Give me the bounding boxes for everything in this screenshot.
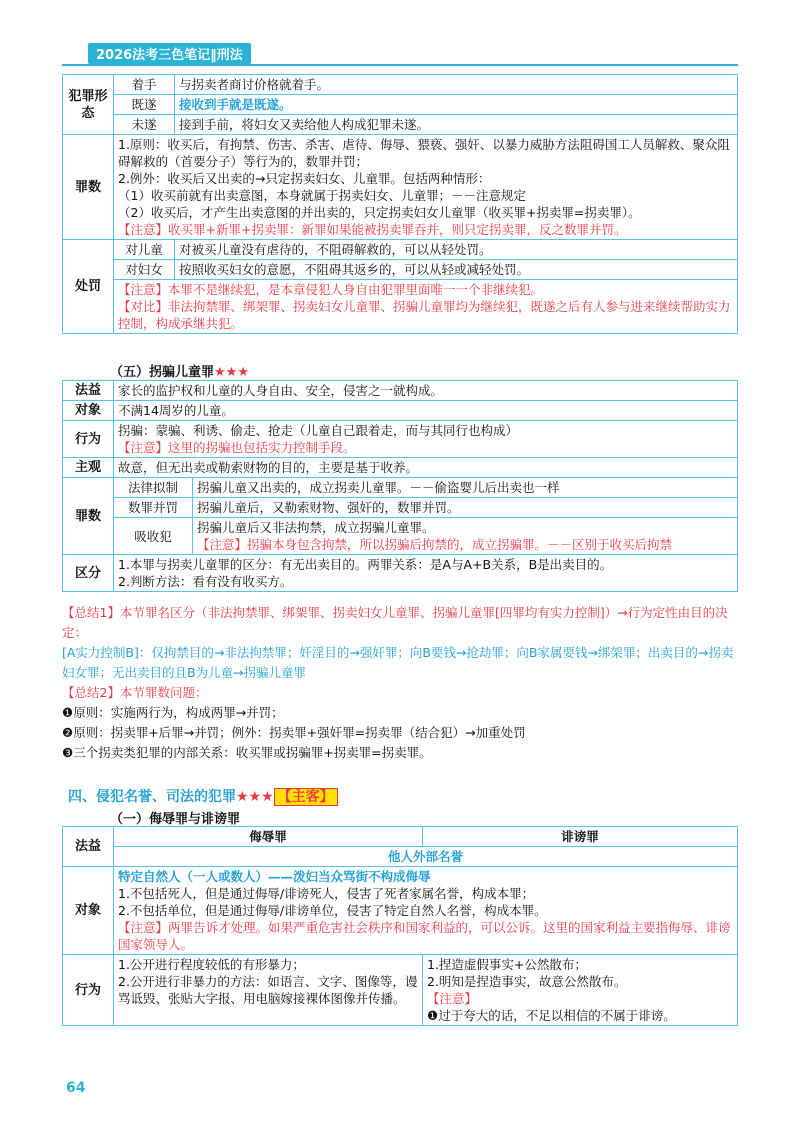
table-child-abduction [62, 380, 738, 592]
act-line: 1.捏造虚假事实+公然散布； [427, 957, 587, 972]
section-five-title: （五）拐骗儿童罪★★★ [110, 365, 249, 380]
row-label: 对象 [63, 401, 114, 421]
count-line: 2.例外：收买后又出卖的→只定拐卖妇女、儿童罪。包括两种情形： [118, 171, 491, 186]
stars-icon: ★★★ [214, 365, 249, 380]
act-line: 2.明知是捏造事实，故意公然散布。 [427, 974, 627, 989]
section-four-one-title: （一）侮辱罪与诽谤罪 [110, 812, 241, 827]
count-note: 【注意】拐骗本身包含拘禁，所以拐骗后拘禁的，成立拐骗罪。－－区别于收买后拘禁 [197, 537, 673, 552]
label-count: 罪数 [63, 478, 114, 555]
row-text: 故意，但无出卖或勒索财物的目的，主要是基于收养。 [114, 458, 738, 478]
stage-name: 未遂 [114, 115, 175, 135]
count-text-cell [193, 518, 738, 555]
subject-tag: 【主客】 [274, 788, 338, 806]
punish-notes [114, 280, 738, 334]
label-act: 行为 [63, 955, 114, 1026]
count-name: 法律拟制 [114, 478, 193, 498]
summary-line: 【总结1】本节罪名区分（非法拘禁罪、绑架罪、拐卖妇女儿童罪、拐骗儿童罪[四罪均有实力控制]）→行为定性由目的决定： [62, 605, 728, 640]
act-line: ❶过于夸大的话，不足以相信的不属于诽谤。 [427, 1008, 676, 1023]
page-number: 64 [66, 1080, 86, 1096]
count-text: 拐骗儿童后又非法拘禁，成立拐骗儿童罪。 [197, 520, 435, 535]
punish-text: 按照收买妇女的意愿，不阻碍其返乡的，可以从轻或减轻处罚。 [175, 260, 738, 280]
act-insult [114, 955, 423, 1026]
summary-line: ❶原则：实施两行为，构成两罪→并罚； [62, 705, 284, 720]
diff-line: 2.判断方法：看有没有收买方。 [118, 574, 293, 589]
stage-text: 接到手前，将妇女又卖给他人构成犯罪未遂。 [175, 115, 738, 135]
count-line: （2）收买后，才产生出卖意图的并出卖的，只定拐卖妇女儿童罪（收买罪+拐卖罪=拐卖罪）。 [118, 205, 641, 220]
object-line: 1.不包括死人，但是通过侮辱/诽谤死人，侵害了死者家属名誉，构成本罪； [118, 886, 535, 901]
act-line: 2.公开进行非暴力的方法：如语言、文字、图像等，谩骂诋毁、张贴大字报、用电脑嫁接裸体图像并传播。 [118, 974, 418, 1006]
punish-note: 【注意】本罪不是继续犯，是本章侵犯人身自由犯罪里面唯一一个非继续犯。 [118, 282, 544, 297]
faiyi-text: 他人外部名誉 [114, 847, 738, 867]
punish-compare: 【对比】非法拘禁罪、绑架罪、拐卖妇女儿童罪、拐骗儿童罪均为继续犯，既遂之后有人参与进来继续帮助实力控制，构成承继共犯。 [118, 299, 731, 331]
count-text: 拐骗儿童又出卖的，成立拐卖儿童罪。－－偷盗婴儿后出卖也一样 [193, 478, 738, 498]
row-label: 法益 [63, 381, 114, 401]
act-text: 拐骗：蒙骗、利诱、偷走、抢走（儿童自己跟着走，而与其同行也构成） [118, 423, 519, 438]
count-name: 数罪并罚 [114, 498, 193, 518]
punish-text: 对被买儿童没有虐待的，不阻碍解救的，可以从轻处罚。 [175, 240, 738, 260]
col-insult: 侮辱罪 [114, 827, 423, 847]
label-object: 对象 [63, 867, 114, 955]
stage-name: 着手 [114, 75, 175, 95]
col-defame: 诽谤罪 [423, 827, 738, 847]
object-line: 2.不包括单位，但是通过侮辱/诽谤单位，侵害了特定自然人名誉，构成本罪。 [118, 903, 547, 918]
count-line: （1）收买前就有出卖意图，本身就属于拐卖妇女、儿童罪；－－注意规定 [118, 188, 526, 203]
object-line: 特定自然人（一人或数人）——泼妇当众骂街不构成侮辱 [118, 869, 431, 884]
summary-line: ❷原则：拐卖罪+后罪→并罚；例外：拐卖罪+强奸罪=拐卖罪（结合犯）→加重处罚 [62, 725, 526, 740]
stage-name: 既遂 [114, 95, 175, 115]
label-punish: 处罚 [63, 240, 114, 334]
table-insult-defamation [62, 826, 738, 1026]
diff-line: 1.本罪与拐卖儿童罪的区分：有无出卖目的。两罪关系：是A与A+B关系，B是出卖目的。 [118, 557, 613, 572]
row-text: 不满14周岁的儿童。 [114, 401, 738, 421]
section-four-title: 四、侵犯名誉、司法的犯罪★★★ 【主客】 [68, 786, 338, 806]
count-name: 吸收犯 [114, 518, 193, 555]
label-count: 罪数 [63, 135, 114, 240]
label-diff: 区分 [63, 555, 114, 592]
page-header [62, 40, 738, 66]
summary-line: 【总结2】本节罪数问题： [62, 685, 208, 700]
header-title: 2026法考三色笔记‖刑法 [88, 43, 251, 64]
summary-block [62, 603, 738, 763]
act-line: 1.公开进行程度较低的有形暴力； [118, 957, 305, 972]
count-line: 1.原则：收买后，有拘禁、伤害、杀害、虐待、侮辱、猥亵、强奸、以暴力威胁方法阻碍国工人员解救、聚众阻碍解救的（首要分子）等行为的，数罪并罚； [118, 137, 730, 169]
label-faiyi: 法益 [63, 827, 114, 867]
count-cell [114, 135, 738, 240]
stars-icon: ★★★ [236, 789, 274, 805]
object-cell [114, 867, 738, 955]
act-defame [423, 955, 738, 1026]
row-label: 行为 [63, 421, 114, 458]
act-note: 【注意】 [427, 991, 478, 1006]
object-note: 【注意】两罪告诉才处理。如果严重危害社会秩序和国家利益的，可以公诉。这里的国家利益主要指侮辱、诽谤国家领导人。 [118, 920, 731, 952]
stage-text: 与拐卖者商讨价格就着手。 [175, 75, 738, 95]
label-stage: 犯罪形态 [63, 75, 114, 135]
summary-line: [A实力控制B]：仅拘禁目的→非法拘禁罪；奸淫目的→强奸罪；向B要钱→抢劫罪；向B家属要钱→绑架罪；出卖目的→拐卖妇女罪；无出卖目的且B为儿童→拐骗儿童罪 [62, 645, 734, 680]
diff-cell [114, 555, 738, 592]
summary-line: ❸三个拐卖类犯罪的内部关系：收买罪或拐骗罪+拐卖罪=拐卖罪。 [62, 745, 432, 760]
act-note: 【注意】这里的拐骗也包括实力控制手段。 [118, 440, 356, 455]
table-trafficking-buyer [62, 74, 738, 334]
row-text-act [114, 421, 738, 458]
punish-name: 对妇女 [114, 260, 175, 280]
count-note: 【注意】收买罪+新罪+拐卖罪：新罪如果能被拐卖罪吞并，则只定拐卖罪，反之数罪并罚。 [118, 222, 627, 237]
stage-text: 接收到手就是既遂。 [175, 95, 738, 115]
row-text: 家长的监护权和儿童的人身自由、安全，侵害之一就构成。 [114, 381, 738, 401]
count-text: 拐骗儿童后，又勒索财物、强奸的，数罪并罚。 [193, 498, 738, 518]
punish-name: 对儿童 [114, 240, 175, 260]
row-label: 主观 [63, 458, 114, 478]
